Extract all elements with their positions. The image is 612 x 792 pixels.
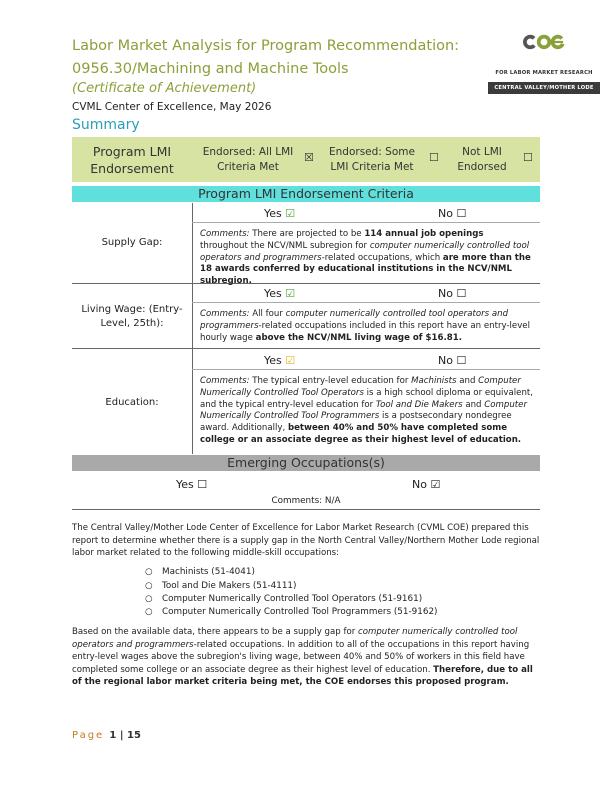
row-divider [72,348,540,349]
living-wage-comment: Comments: All four computer numerically controlled tool operators and programmers-related occupations included in this report have an entry-level hourly wage above the NCV/NML living wage of $16.81. [200,309,530,343]
column-divider [192,203,193,454]
conclusion-paragraph: Based on the available data, there appears to be a supply gap for computer numerically controlled tool operators and programmers-related occupations. In addition to all of the occupations in this report having entry-level wages above the subregion's living wage, between 40% and 50% of workers in this field have completed some college or an associate degree as their highest level of education. Therefore, due to all of the regional labor market criteria being met, the COE endorses this proposed program. [72,627,533,688]
checkbox-checked[interactable]: ☑ [285,354,296,367]
list-item: ○ Computer Numerically Controlled Tool Programmers (51-9162) [145,607,438,617]
section-title-summary: Summary [72,117,140,133]
criteria-header: Program LMI Endorsement Criteria [72,186,540,202]
checkbox-endorsed-all[interactable]: ☒ [304,151,314,164]
yes-label: Yes [264,207,282,220]
education-no [438,354,466,367]
no-label: No [438,287,453,300]
no-label: No [438,354,453,367]
bullet-icon: ○ [145,607,153,617]
bullet-icon: ○ [145,567,153,577]
endorsement-option-all: Endorsed: All LMI Criteria Met [202,146,294,173]
checkbox-unchecked[interactable]: ☐ [456,207,467,220]
emerging-yes [176,478,207,491]
logo-region-bar: CENTRAL VALLEY/MOTHER LODE [488,82,600,94]
yes-label: Yes [264,354,282,367]
emerging-comments: Comments: N/A [271,496,341,506]
intro-paragraph: The Central Valley/Mother Lode Center of Excellence for Labor Market Research (CVML COE) prepared this report to determine whether there is a supply gap in the North Central Valley/Northern Mother Lode regional labor market related to the following middle-skill occupations: [72,523,540,559]
living-wage-yes [264,287,295,300]
criterion-label-education: Education: [105,397,159,408]
education-yes [264,354,295,367]
no-label: No [438,207,453,220]
supply-gap-no [438,207,466,220]
criterion-label-living-wage: Living Wage: (Entry-Level, 25th): [81,304,183,329]
checkbox-checked[interactable]: ☑ [285,287,296,300]
logo-subtitle: FOR LABOR MARKET RESEARCH [495,70,593,76]
report-subtitle: CVML Center of Excellence, May 2026 [72,101,272,113]
cell-divider [192,369,540,370]
education-comment: Comments: The typical entry-level education for Machinists and Computer Numerically Controlled Tool Operators is a high school diploma or equivalent, and the typical entry-level education for Tool and Die Makers and Computer Numerically Controlled Tool Programmers is a postsecondary nondegree award. Additionally, between 40% and 50% have completed some college or an associate degree as their highest level of education. [200,376,533,445]
bullet-icon: ○ [145,594,153,604]
supply-gap-comment: Comments: There are projected to be 114 annual job openings throughout the NCV/NML subregion for computer numerically controlled tool operators and programmers-related occupations, which are more than the 18 awards conferred by educational institutions in the NCV/NML subregion. [200,229,531,287]
emerging-no [412,478,440,491]
checkbox-endorsed-some[interactable]: ☐ [429,151,439,164]
yes-label: Yes [176,478,194,491]
report-title-line1: Labor Market Analysis for Program Recommendation: [72,38,460,54]
page-footer: Page 1 | 15 [72,730,141,741]
cell-divider [192,222,540,223]
cell-divider [192,302,540,303]
checkbox-not-endorsed[interactable]: ☐ [523,151,533,164]
endorsement-label: Program LMI Endorsement [90,144,174,176]
page-number: 1 [109,730,117,741]
living-wage-no [438,287,466,300]
endorsement-option-none: Not LMI Endorsed [457,146,507,173]
endorsement-row [72,137,540,182]
checkbox-checked[interactable]: ☑ [285,207,296,220]
page-total: 15 [127,730,141,741]
criterion-label-supply-gap: Supply Gap: [101,237,163,248]
page-word: Page [72,730,105,741]
checkbox-unchecked[interactable]: ☐ [456,354,467,367]
report-title-line2: 0956.30/Machining and Machine Tools [72,61,349,77]
no-label: No [412,478,427,491]
checkbox-checked[interactable]: ☑ [430,478,441,491]
emerging-occupations-header: Emerging Occupations(s) [72,455,540,471]
table-bottom-border [72,509,540,510]
bullet-icon: ○ [145,581,153,591]
endorsement-option-some: Endorsed: Some LMI Criteria Met [329,146,415,173]
supply-gap-yes [264,207,295,220]
list-item: ○ Machinists (51-4041) [145,567,255,577]
coe-logo [488,34,600,68]
yes-label: Yes [264,287,282,300]
list-item: ○ Tool and Die Makers (51-4111) [145,581,297,591]
checkbox-unchecked[interactable]: ☐ [197,478,208,491]
checkbox-unchecked[interactable]: ☐ [456,287,467,300]
report-title-line3: (Certificate of Achievement) [72,81,257,96]
list-item: ○ Computer Numerically Controlled Tool Operators (51-9161) [145,594,423,604]
